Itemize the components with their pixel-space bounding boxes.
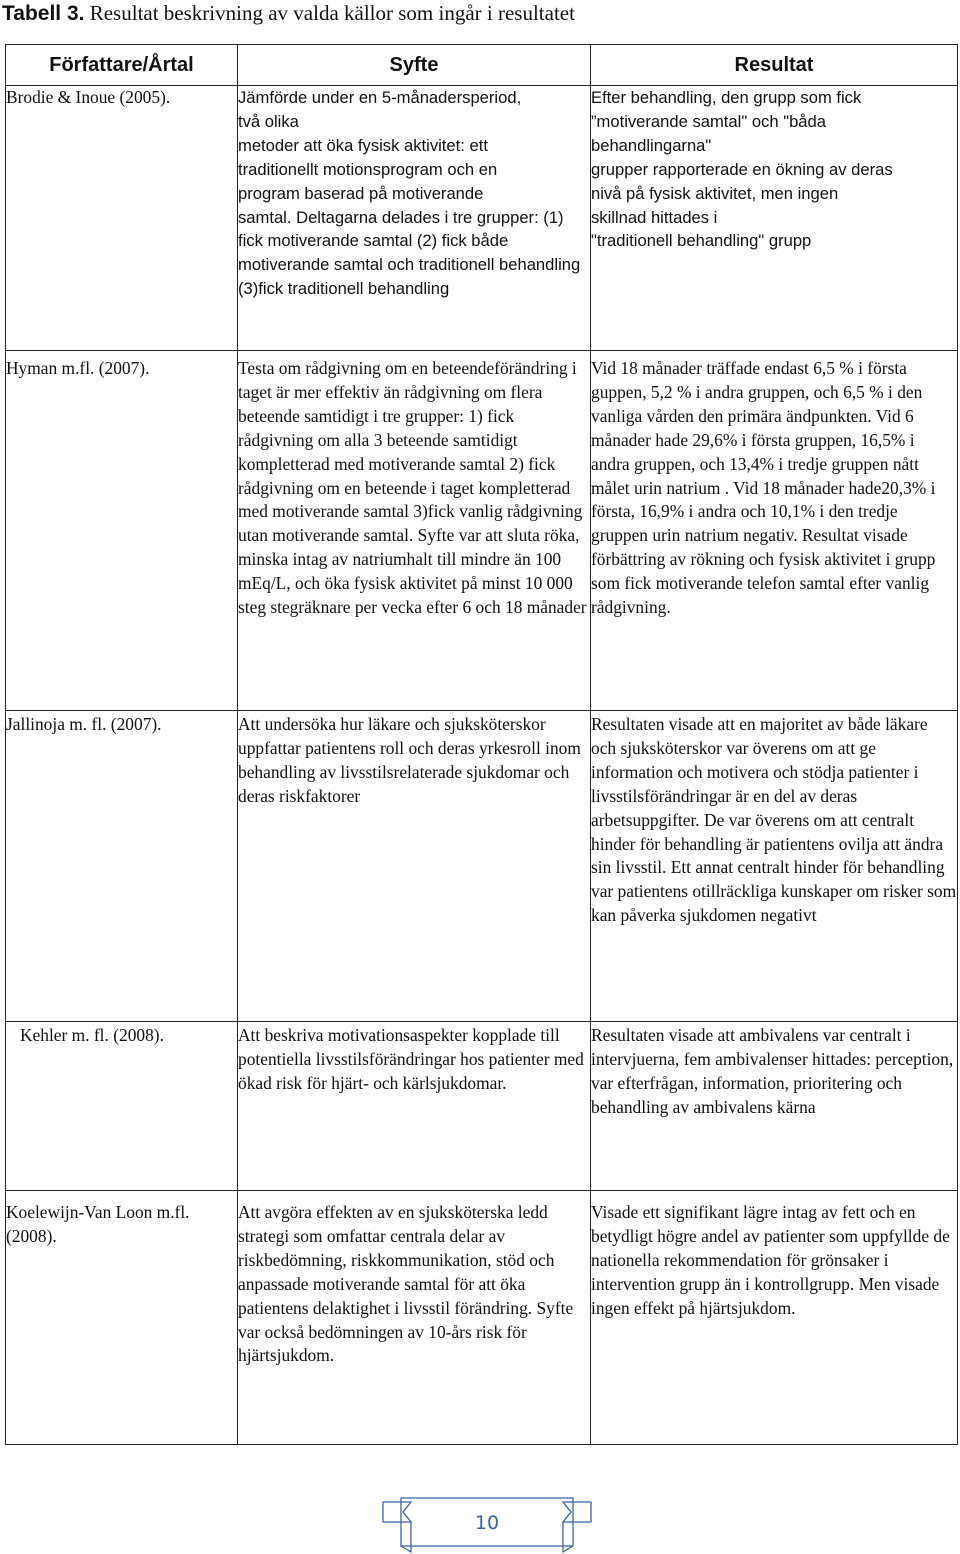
purpose-cell: [238, 86, 591, 351]
header-author: Författare/Årtal: [6, 45, 238, 86]
purpose-text: Att beskriva motivationsaspekter kopplade till potentiella livsstilsförändringar hos patienter med ökad risk för hjärt- och kärlsjukdomar.: [238, 1025, 584, 1093]
purpose-line: Jämförde under en 5-månadersperiod,: [238, 88, 522, 107]
table-header-row: [6, 45, 958, 86]
result-text: Visade ett signifikant lägre intag av fett och en betydligt högre andel av patienter som uppfyllde de nationella rekommendation för grönsaker i intervention grupp än i kontrollgrupp. Men visade ingen effekt på hjärtsjukdom.: [591, 1202, 950, 1318]
result-line: skillnad hittades i: [591, 207, 718, 227]
purpose-cell: [238, 711, 591, 1022]
purpose-line: två olika: [238, 111, 299, 131]
table-row: [6, 351, 958, 711]
result-line: "traditionell behandling" grupp: [591, 231, 812, 251]
result-text: Resultaten visade att en majoritet av både läkare och sjuksköterskor var överens om att ge information och motivera och stödja patienter i livsstilsförändringar är en del av deras arbetsuppgifter. De var överens om att centralt hinder för behandling är patientens ovilja att ändra sin livsstil. Ett annat centralt hinder för behandling var patientens otillräckliga kunskaper om risker som kan påverka sjukdomen negativt: [591, 714, 957, 926]
page-footer: [381, 1496, 593, 1554]
author-text: Jallinoja m. fl. (2007).: [6, 714, 162, 734]
result-line: nivå på fysisk aktivitet, men ingen: [591, 183, 839, 203]
purpose-text: Att avgöra effekten av en sjuksköterska ledd strategi som omfattar centrala delar av riskbedömning, riskkommunikation, stöd och anpassade motiverande samtal för att öka patientens delaktighet i livsstil förändring. Syfte var också bedömningen av 10-års risk för hjärtsjukdom.: [238, 1202, 574, 1366]
result-text: Resultaten visade att ambivalens var centralt i intervjuerna, fem ambivalenser hittades: perception, var efterfrågan, information, prioritering och behandling av ambivalens kärna: [591, 1025, 954, 1117]
purpose-line: metoder att öka fysisk aktivitet: ett: [238, 135, 488, 155]
caption-text: Resultat beskrivning av valda källor som ingår i resultatet: [84, 1, 575, 25]
header-result: Resultat: [591, 45, 958, 86]
author-text: Koelewijn-Van Loon m.fl. (2008).: [6, 1202, 190, 1246]
purpose-line: traditionellt motionsprogram och en: [238, 159, 498, 179]
result-cell: [591, 351, 958, 711]
author-cell: [6, 351, 238, 711]
result-line: ”motiverande samtal" och "båda: [591, 111, 826, 131]
result-cell: [591, 1022, 958, 1191]
table-row: [6, 86, 958, 351]
purpose-line: program baserad på motiverande: [238, 183, 484, 203]
author-text: Brodie & Inoue (2005).: [6, 87, 171, 107]
result-line: grupper rapporterade en ökning av deras: [591, 159, 893, 179]
table-caption: [2, 0, 575, 27]
purpose-cell: [238, 1191, 591, 1445]
result-line: behandlingarna": [591, 135, 712, 155]
results-table: [5, 44, 958, 1445]
author-cell: [6, 86, 238, 351]
author-cell: [6, 1191, 238, 1445]
purpose-text: Testa om rådgivning om en beteendeförändring i taget är mer effektiv än rådgivning om flera beteende samtidigt i tre grupper: 1) fick rådgivning om alla 3 beteende samtidigt kompletterad med motiverande samtal 2) fick rådgivning om en beteende i taget kompletterad med motiverande samtal 3)fick vanlig rådgivning utan motiverande samtal. Syfte var att sluta röka, minska intag av natriumhalt till mindre än 100 mEq/L, och öka fysisk aktivitet på minst 10 000 steg stegräknare per vecka efter 6 och 18 månader: [238, 358, 587, 618]
table-row: [6, 711, 958, 1022]
table-row: [6, 1022, 958, 1191]
author-text: Kehler m. fl. (2008).: [20, 1025, 164, 1045]
author-cell: [6, 1022, 238, 1191]
result-line: Efter behandling, den grupp som fick: [591, 88, 862, 107]
header-purpose: Syfte: [238, 45, 591, 86]
purpose-cell: [238, 351, 591, 711]
result-text: Vid 18 månader träffade endast 6,5 % i första guppen, 5,2 % i andra gruppen, och 6,5 % i den vanliga vården den primära ändpunkten. Vid 6 månader hade 29,6% i första gruppen, 16,5% i andra gruppen, och 13,4% i tredje gruppen nått målet urin natrium . Vid 18 månader hade20,3% i första, 16,9% i andra och 10,1% i den tredje gruppen urin natrium negativ. Resultat visade förbättring av rökning och fysisk aktivitet i grupp som fick motiverande telefon samtal efter vanlig rådgivning.: [591, 358, 936, 618]
page-number: 10: [474, 1512, 500, 1534]
purpose-cell: [238, 1022, 591, 1191]
result-cell: [591, 1191, 958, 1445]
author-text: Hyman m.fl. (2007).: [6, 358, 150, 378]
table-row: [6, 1191, 958, 1445]
result-cell: [591, 86, 958, 351]
purpose-text: samtal. Deltagarna delades i tre grupper: (1) fick motiverande samtal (2) fick både motiverande samtal och traditionell behandling (3)fick traditionell behandling: [238, 207, 581, 299]
purpose-text: Att undersöka hur läkare och sjuksköterskor uppfattar patientens roll och deras yrkesroll inom behandling av livsstilsrelaterade sjukdomar och deras riskfaktorer: [238, 714, 581, 806]
caption-label: Tabell 3.: [2, 2, 85, 25]
result-cell: [591, 711, 958, 1022]
author-cell: [6, 711, 238, 1022]
